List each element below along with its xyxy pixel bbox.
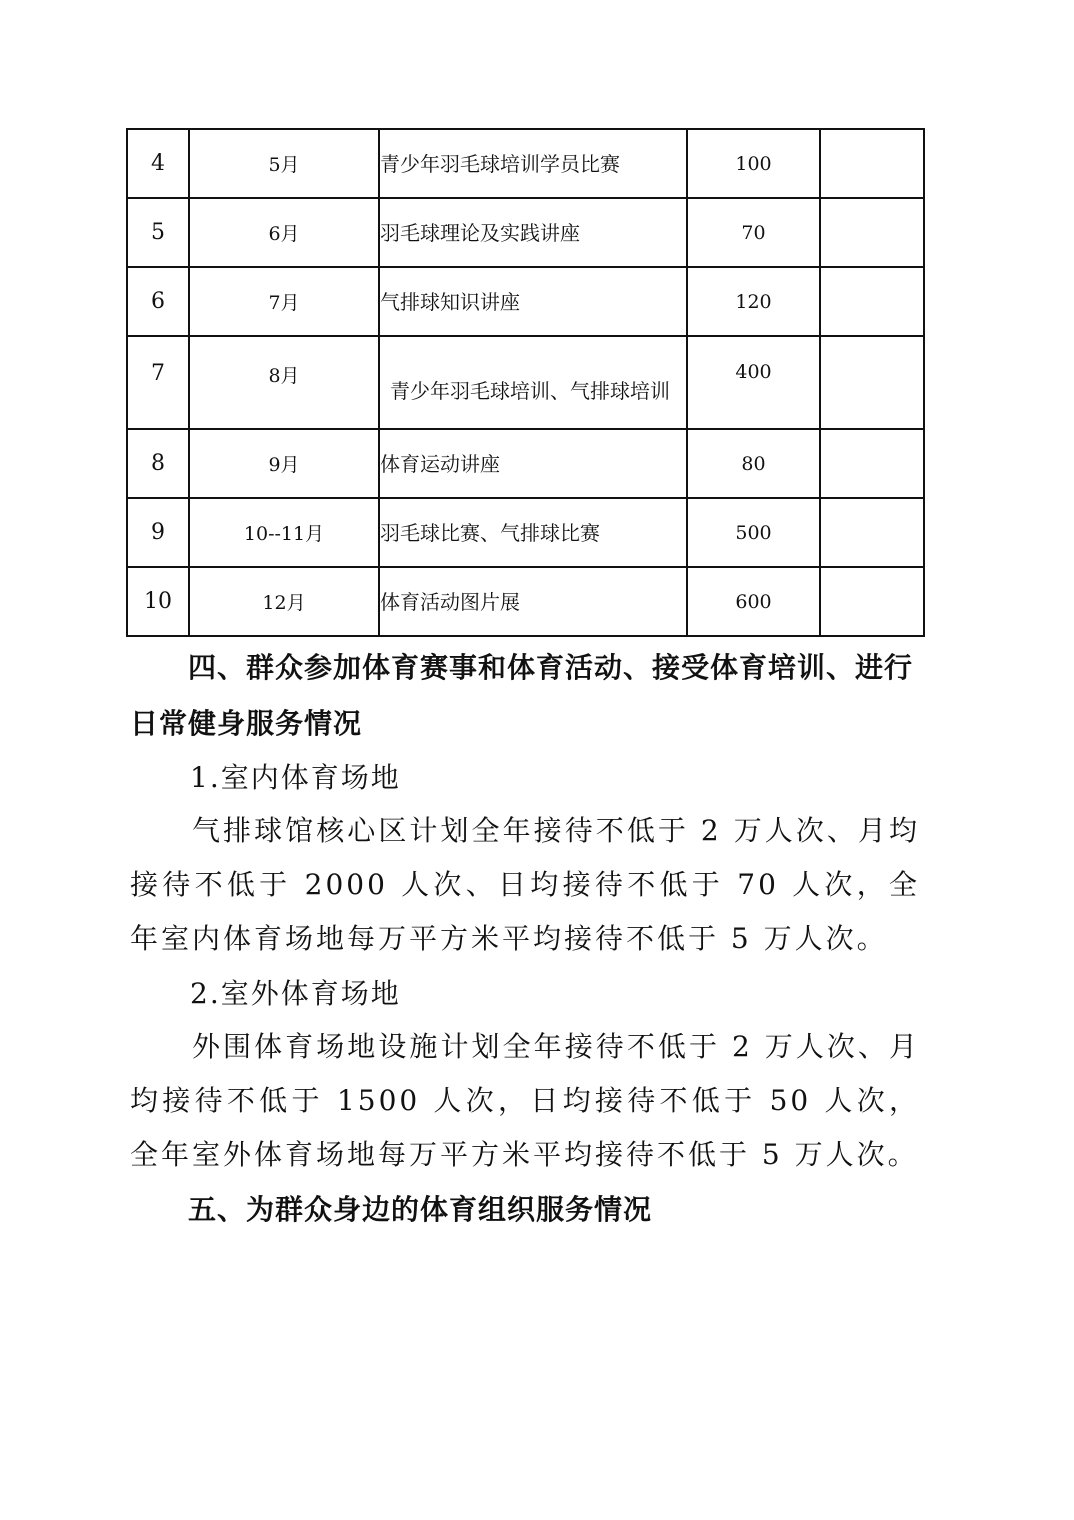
row-count: 500 [687, 498, 820, 567]
row-count: 600 [687, 567, 820, 636]
table-row [127, 429, 924, 498]
row-note [820, 567, 924, 636]
row-number: 10 [127, 567, 189, 636]
row-month: 10--11月 [189, 498, 379, 567]
row-note [820, 336, 924, 429]
row-number: 9 [127, 498, 189, 567]
row-month: 5月 [189, 129, 379, 198]
table-row [127, 567, 924, 636]
row-activity: 青少年羽毛球培训、气排球培训 [379, 336, 687, 429]
row-note [820, 267, 924, 336]
row-number: 8 [127, 429, 189, 498]
row-number: 6 [127, 267, 189, 336]
row-activity: 羽毛球比赛、气排球比赛 [379, 498, 687, 567]
table-row [127, 129, 924, 198]
table-row [127, 336, 924, 429]
section-4-subheading-outdoor: 2.室外体育场地 [190, 977, 401, 1010]
table-row [127, 498, 924, 567]
row-activity: 羽毛球理论及实践讲座 [379, 198, 687, 267]
row-count: 100 [687, 129, 820, 198]
row-month: 7月 [189, 267, 379, 336]
row-count: 120 [687, 267, 820, 336]
section-5-heading: 五、为群众身边的体育组织服务情况 [188, 1193, 653, 1226]
row-note [820, 429, 924, 498]
activity-schedule-table [126, 128, 925, 637]
row-activity: 体育运动讲座 [379, 429, 687, 498]
row-note [820, 198, 924, 267]
row-number: 4 [127, 129, 189, 198]
table-row [127, 198, 924, 267]
section-4-subheading-indoor: 1.室内体育场地 [190, 761, 401, 794]
row-count: 80 [687, 429, 820, 498]
row-count: 70 [687, 198, 820, 267]
row-activity: 气排球知识讲座 [379, 267, 687, 336]
row-month: 6月 [189, 198, 379, 267]
row-activity: 体育活动图片展 [379, 567, 687, 636]
row-number: 7 [127, 336, 189, 429]
row-count: 400 [687, 336, 820, 429]
table-row [127, 267, 924, 336]
indoor-venue-paragraph: 气排球馆核心区计划全年接待不低于 2 万人次、月均接待不低于 2000 人次、日均接待不低于 70 人次，全年室内体育场地每万平方米平均接待不低于 5 万人次。 [130, 814, 920, 955]
row-month: 8月 [189, 336, 379, 429]
row-number: 5 [127, 198, 189, 267]
row-month: 9月 [189, 429, 379, 498]
outdoor-venue-paragraph: 外围体育场地设施计划全年接待不低于 2 万人次、月均接待不低于 1500 人次，日均接待不低于 50 人次，全年室外体育场地每万平方米平均接待不低于 5 万人次。 [130, 1030, 920, 1171]
section-4-heading: 四、群众参加体育赛事和体育活动、接受体育培训、进行日常健身服务情况 [130, 651, 914, 740]
row-note [820, 498, 924, 567]
row-activity: 青少年羽毛球培训学员比赛 [379, 129, 687, 198]
row-note [820, 129, 924, 198]
row-month: 12月 [189, 567, 379, 636]
